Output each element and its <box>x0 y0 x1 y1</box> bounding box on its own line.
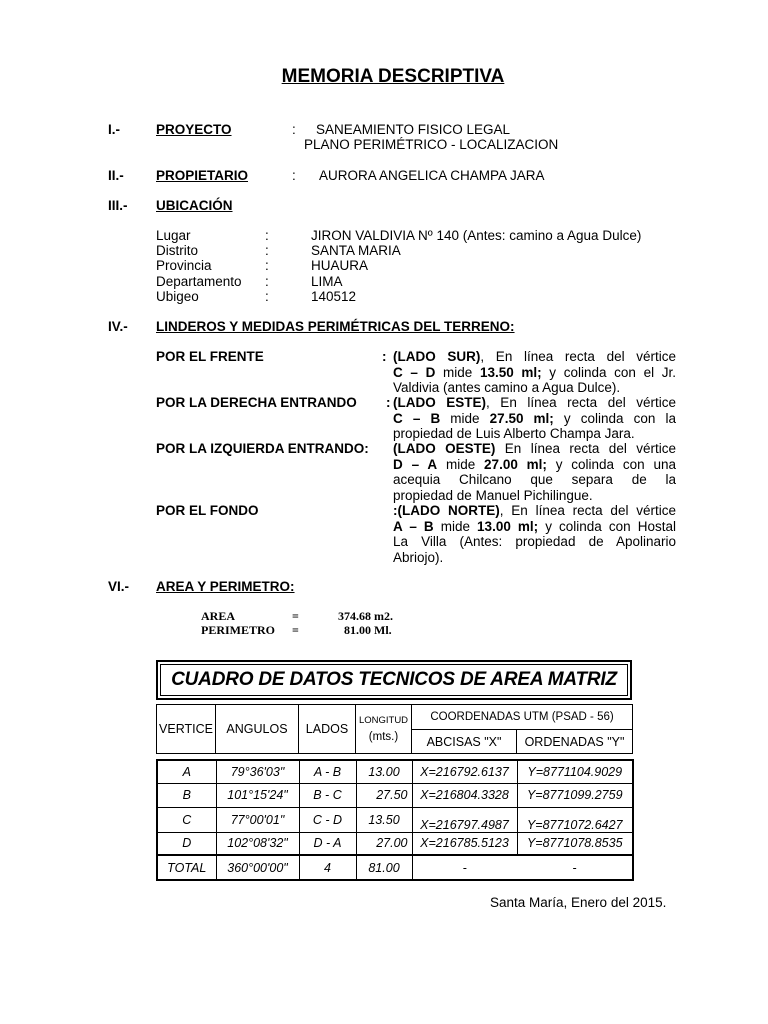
section-label-area: AREA Y PERIMETRO: <box>156 579 295 594</box>
cell-y: Y=8771099.2759 <box>517 783 633 807</box>
separator: : <box>386 395 391 410</box>
section-label-proyecto: PROYECTO <box>156 122 232 137</box>
measure: 13.00 ml; <box>477 518 539 534</box>
text: y colinda con el Jr. <box>541 364 677 380</box>
cell-x: X=216804.3328 <box>412 783 517 807</box>
cell-total-y: - <box>517 855 633 880</box>
proyecto-value-1: SANEAMIENTO FISICO LEGAL <box>316 122 511 137</box>
cell-angulo: 101°15'24" <box>216 783 299 807</box>
lindero-frente-text <box>393 349 676 396</box>
vertices: C – B <box>393 410 441 426</box>
cell-vertice: A <box>157 760 216 783</box>
ubicacion-value: JIRON VALDIVIA Nº 140 (Antes: camino a Agua Dulce) <box>311 228 642 243</box>
lado-label: :(LADO NORTE) <box>393 503 500 518</box>
vertices: C – D <box>393 364 436 380</box>
cell-x: X=216785.5123 <box>412 832 517 855</box>
propietario-value: AURORA ANGELICA CHAMPA JARA <box>319 168 545 183</box>
text: y colinda con una <box>546 456 676 472</box>
header-vertice: VERTICE <box>157 705 216 754</box>
text: acequia Chilcano que separa de la <box>393 472 676 487</box>
section-number-proyecto: I.- <box>108 122 120 137</box>
ubicacion-key: Ubigeo <box>156 289 199 304</box>
table-row <box>157 760 633 783</box>
separator: : <box>265 274 269 289</box>
lindero-fondo-label: POR EL FONDO <box>156 503 259 518</box>
area-label: AREA <box>201 609 236 623</box>
cell-angulo: 79°36'03" <box>216 760 299 783</box>
longitud-units: (mts.) <box>368 731 399 743</box>
cell-x: X=216797.4987 <box>412 807 517 832</box>
perimetro-value: 81.00 Ml. <box>344 623 392 637</box>
text: Abriojo). <box>393 549 444 565</box>
lindero-izquierda-text <box>393 441 676 503</box>
section-number-linderos: IV.- <box>108 319 128 334</box>
lado-label: (LADO OESTE) <box>393 441 496 456</box>
lindero-fondo-text <box>393 503 676 565</box>
table-row <box>157 807 633 832</box>
proyecto-value-2: PLANO PERIMÉTRICO - LOCALIZACION <box>304 137 559 152</box>
cell-longitud: 13.50 <box>356 807 412 832</box>
table-row <box>157 832 633 855</box>
cell-total-label: TOTAL <box>157 855 216 880</box>
lindero-derecha-text <box>393 395 676 442</box>
separator: : <box>265 228 269 243</box>
text: mide <box>433 518 478 534</box>
vertices: D – A <box>393 456 438 472</box>
cell-lado: C - D <box>299 807 356 832</box>
section-label-ubicacion: UBICACIÓN <box>156 198 233 213</box>
header-angulos: ANGULOS <box>216 705 299 754</box>
text: Valdivia (antes camino a Agua Dulce). <box>393 380 621 395</box>
section-number-area: VI.- <box>108 579 130 594</box>
area-value: 374.68 m2. <box>338 609 393 623</box>
text: , En línea recta del vértice <box>486 395 676 410</box>
cell-y: Y=8771072.6427 <box>517 807 633 832</box>
cell-longitud: 27.00 <box>356 832 412 855</box>
cell-lado: A - B <box>299 760 356 783</box>
text: , En línea recta del vértice <box>480 349 676 364</box>
cell-vertice: D <box>157 832 216 855</box>
text: La Villa (Antes: propiedad de Apolinario <box>393 534 676 549</box>
header-lados: LADOS <box>299 705 356 754</box>
document-title: MEMORIA DESCRIPTIVA <box>281 66 505 87</box>
ubicacion-value: HUAURA <box>311 258 369 273</box>
section-number-ubicacion: III.- <box>108 198 128 213</box>
ubicacion-key: Departamento <box>156 274 242 289</box>
cell-total-x: - <box>412 855 517 880</box>
text: propiedad de Luis Alberto Champa Jara. <box>393 426 635 441</box>
text: mide <box>440 410 490 426</box>
cell-total-longitud: 81.00 <box>356 855 412 880</box>
cell-angulo: 77°00'01" <box>216 807 299 832</box>
measure: 27.50 ml; <box>489 410 554 426</box>
table-title: CUADRO DE DATOS TECNICOS DE AREA MATRIZ <box>171 669 617 690</box>
text: y colinda con la <box>553 410 677 426</box>
text: y colinda con Hostal <box>538 518 676 534</box>
cell-vertice: B <box>157 783 216 807</box>
equals: = <box>292 623 299 637</box>
section-number-propietario: II.- <box>108 168 124 183</box>
ubicacion-key: Provincia <box>156 258 212 273</box>
text: , En línea recta del vértice <box>499 503 676 518</box>
measure: 13.50 ml; <box>479 364 542 380</box>
ubicacion-value: LIMA <box>311 274 343 289</box>
separator: : <box>265 289 269 304</box>
perimetro-label: PERIMETRO <box>201 623 276 637</box>
header-abcisas: ABCISAS "X" <box>412 730 517 754</box>
lindero-izquierda-label: POR LA IZQUIERDA ENTRANDO: <box>156 441 369 456</box>
header-longitud <box>356 705 412 754</box>
text: propiedad de Manuel Pichilingue. <box>393 487 593 503</box>
lado-label: (LADO SUR) <box>393 349 481 364</box>
cell-total-angulo: 360°00'00" <box>216 855 299 880</box>
cell-longitud: 13.00 <box>356 760 412 783</box>
equals: = <box>292 609 299 623</box>
cell-total-lados: 4 <box>299 855 356 880</box>
ubicacion-value: SANTA MARIA <box>311 243 401 258</box>
table-header <box>156 704 633 754</box>
cell-vertice: C <box>157 807 216 832</box>
section-label-linderos: LINDEROS Y MEDIDAS PERIMÉTRICAS DEL TERRENO: <box>156 319 515 334</box>
cell-y: Y=8771104.9029 <box>517 760 633 783</box>
text: mide <box>437 456 485 472</box>
ubicacion-value: 140512 <box>311 289 357 304</box>
separator: : <box>265 243 269 258</box>
lindero-derecha-label: POR LA DERECHA ENTRANDO <box>156 395 357 410</box>
vertices: A – B <box>393 518 434 534</box>
cell-y: Y=8771078.8535 <box>517 832 633 855</box>
separator: : <box>292 168 296 183</box>
lindero-frente-label: POR EL FRENTE <box>156 349 264 364</box>
separator: : <box>382 349 387 364</box>
cell-longitud: 27.50 <box>356 783 412 807</box>
table-total-row <box>157 855 633 880</box>
footer-date: Santa María, Enero del 2015. <box>490 895 667 910</box>
text: mide <box>435 364 480 380</box>
text: En línea recta del vértice <box>495 441 676 456</box>
longitud-label: LONGITUD <box>358 715 409 726</box>
measure: 27.00 ml; <box>484 456 547 472</box>
cell-lado: D - A <box>299 832 356 855</box>
table-body <box>156 759 634 881</box>
section-label-propietario: PROPIETARIO <box>156 168 249 183</box>
lado-label: (LADO ESTE) <box>393 395 487 410</box>
table-title-box <box>160 664 628 696</box>
separator: : <box>265 258 269 273</box>
cell-angulo: 102°08'32" <box>216 832 299 855</box>
header-coordenadas: COORDENADAS UTM (PSAD - 56) <box>412 705 633 730</box>
table-row <box>157 783 633 807</box>
cell-lado: B - C <box>299 783 356 807</box>
header-ordenadas: ORDENADAS "Y" <box>517 730 633 754</box>
separator: : <box>292 122 296 137</box>
ubicacion-key: Lugar <box>156 228 191 243</box>
ubicacion-key: Distrito <box>156 243 199 258</box>
cell-x: X=216792.6137 <box>412 760 517 783</box>
